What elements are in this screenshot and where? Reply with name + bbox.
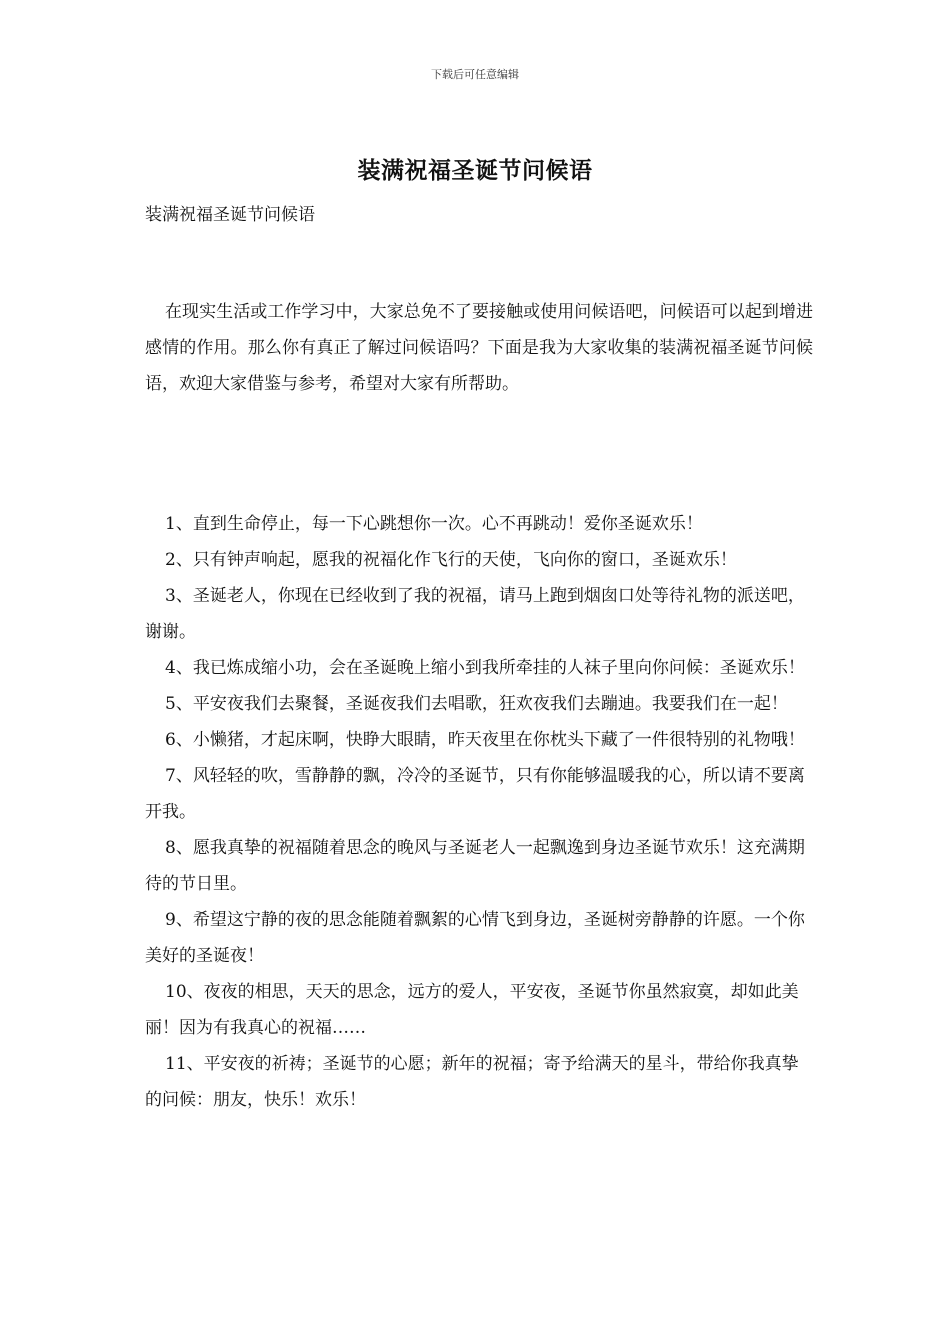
list-item: 4、我已炼成缩小功，会在圣诞晚上缩小到我所牵挂的人袜子里向你问候：圣诞欢乐！: [165, 658, 805, 678]
document-title: 装满祝福圣诞节问候语: [357, 157, 593, 184]
greeting-list: [145, 506, 813, 1118]
list-item: 2、只有钟声响起，愿我的祝福化作飞行的天使，飞向你的窗口，圣诞欢乐！: [165, 550, 737, 570]
list-item: 1、直到生命停止，每一下心跳想你一次。心不再跳动！爱你圣诞欢乐！: [165, 514, 703, 534]
intro-paragraph: 在现实生活或工作学习中，大家总免不了要接触或使用问候语吧，问候语可以起到增进感情的作用。那么你有真正了解过问候语吗？下面是我为大家收集的装满祝福圣诞节问候语，欢迎大家借鉴与参考，希望对大家有所帮助。: [145, 302, 813, 394]
header-note: 下载后可任意编辑: [431, 68, 519, 81]
list-item: 3、圣诞老人，你现在已经收到了我的祝福，请马上跑到烟囱口处等待礼物的派送吧，谢谢。: [145, 586, 805, 642]
intro-section: [145, 294, 813, 402]
list-item: 5、平安夜我们去聚餐，圣诞夜我们去唱歌，狂欢夜我们去蹦迪。我要我们在一起！: [165, 694, 788, 714]
document-subtitle: 装满祝福圣诞节问候语: [145, 205, 315, 225]
list-item: 9、希望这宁静的夜的思念能随着飘絮的心情飞到身边，圣诞树旁静静的许愿。一个你美好的圣诞夜！: [145, 910, 805, 966]
list-item: 10、夜夜的相思，天天的思念，远方的爱人，平安夜，圣诞节你虽然寂寞，却如此美丽！因为有我真心的祝福……: [145, 982, 799, 1038]
list-item: 7、风轻轻的吹，雪静静的飘，冷冷的圣诞节，只有你能够温暖我的心，所以请不要离开我。: [145, 766, 805, 822]
list-item: 8、愿我真挚的祝福随着思念的晚风与圣诞老人一起飘逸到身边圣诞节欢乐！这充满期待的节日里。: [145, 838, 805, 894]
list-item: 6、小懒猪，才起床啊，快睁大眼睛，昨天夜里在你枕头下藏了一件很特别的礼物哦！: [165, 730, 805, 750]
list-item: 11、平安夜的祈祷；圣诞节的心愿；新年的祝福；寄予给满天的星斗，带给你我真挚的问候：朋友，快乐！欢乐！: [145, 1054, 799, 1110]
